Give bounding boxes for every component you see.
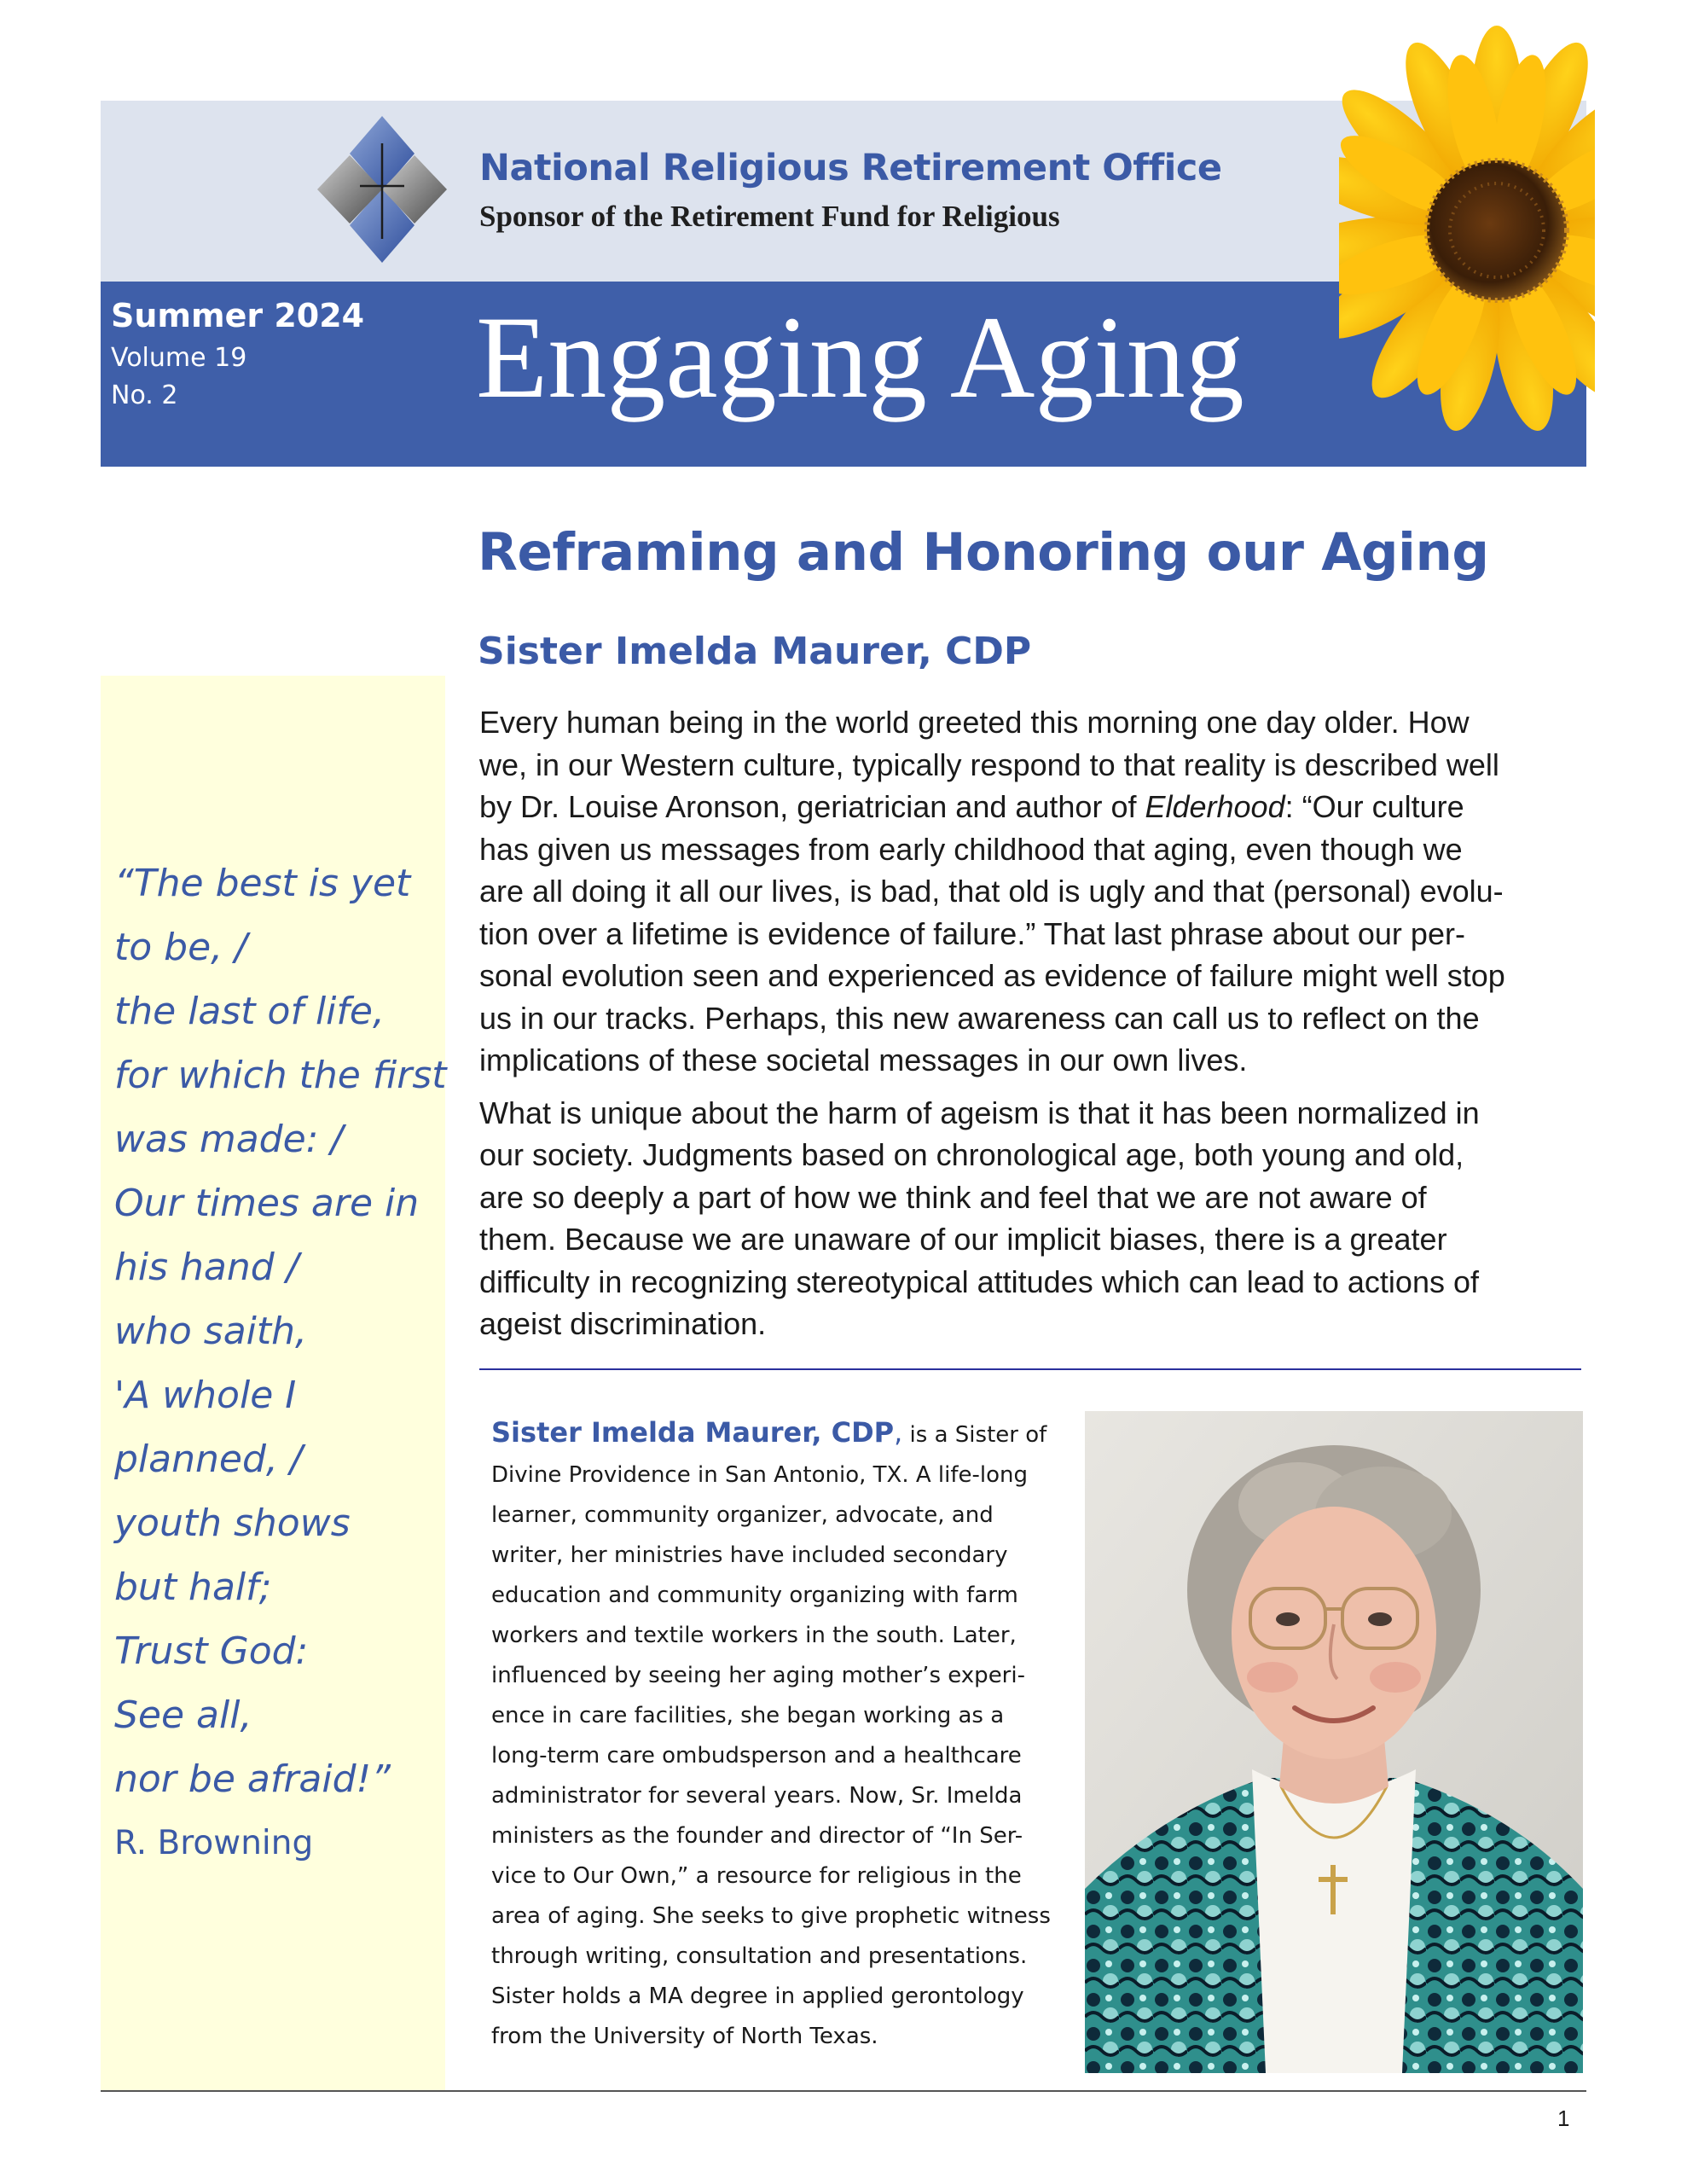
quote-line: to be, / [114, 926, 247, 969]
bio-line [491, 1413, 1080, 1455]
bio-line: learner, community organizer, advocate, and [491, 1502, 994, 1528]
sunflower-image [1339, 0, 1595, 478]
body-line: What is unique about the harm of ageism is that it has been normalized in [479, 1095, 1480, 1130]
body-line: tion over a lifetime is evidence of failure.” That last phrase about our per- [479, 915, 1465, 951]
bio-fragment: is a Sister of [902, 1422, 1047, 1448]
body-line: Every human being in the world greeted this morning one day older. How [479, 705, 1470, 740]
bio-line: education and community organizing with farm [491, 1583, 1018, 1608]
bio-line: Sister holds a MA degree in applied gerontology [491, 1984, 1024, 2009]
bio-line: administrator for several years. Now, Sr. Imelda [491, 1783, 1023, 1809]
quote-line: his hand / [114, 1246, 299, 1289]
quote-line: See all, [114, 1693, 252, 1737]
body-line: we, in our Western culture, typically respond to that reality is described well [479, 746, 1499, 782]
body-line: implications of these societal messages in our own lives. [479, 1043, 1248, 1077]
body-line: are all doing it all our lives, is bad, that old is ugly and that (personal) evolu- [479, 874, 1504, 909]
body-line: them. Because we are unaware of our implicit biases, there is a greater [479, 1222, 1447, 1257]
author-bio [491, 1413, 1080, 2057]
bio-name: Sister Imelda Maurer, CDP [491, 1416, 895, 1449]
footer-rule [101, 2090, 1586, 2092]
paragraph-1 [479, 701, 1588, 1082]
diamond-cross-logo-icon [316, 114, 449, 264]
bio-line: Divine Providence in San Antonio, TX. A life-long [491, 1462, 1029, 1488]
bio-line: area of aging. She seeks to give prophetic witness [491, 1903, 1051, 1929]
bio-line: through writing, consultation and presentations. [491, 1943, 1028, 1969]
body-line: has given us messages from early childhood that aging, even though we [479, 831, 1463, 867]
quote-line: planned, / [114, 1438, 303, 1481]
section-divider [479, 1368, 1581, 1370]
article-body [479, 701, 1588, 1356]
bio-line: writer, her ministries have included secondary [491, 1542, 1008, 1568]
author-photo [1085, 1411, 1583, 2073]
quote-text [114, 851, 447, 1811]
bio-line: long-term care ombudsperson and a healthcare [491, 1743, 1022, 1769]
issue-season: Summer 2024 [111, 297, 365, 334]
quote-line: but half; [114, 1565, 272, 1609]
paragraph-2 [479, 1092, 1588, 1345]
body-line: our society. Judgments based on chronological age, both young and old, [479, 1137, 1464, 1172]
body-line: are so deeply a part of how we think and feel that we are not aware of [479, 1179, 1427, 1215]
body-line: ageist discrimination. [479, 1306, 767, 1341]
quote-line: nor be afraid!” [114, 1757, 391, 1801]
quote-line: youth shows [114, 1502, 351, 1545]
quote-line: the last of life, [114, 990, 385, 1033]
bio-line: workers and textile workers in the south. Later, [491, 1623, 1017, 1648]
body-line: sonal evolution seen and experienced as evidence of failure might well stop [479, 958, 1505, 993]
bio-line: from the University of North Texas. [491, 2024, 878, 2049]
quote-line: who saith, [114, 1310, 308, 1353]
page-number: 1 [1557, 2106, 1570, 2131]
issue-number: No. 2 [111, 380, 178, 410]
body-line: difficulty in recognizing stereotypical attitudes which can lead to actions of [479, 1263, 1479, 1299]
quote-line: Trust God: [114, 1629, 309, 1673]
org-subtitle: Sponsor of the Retirement Fund for Religious [479, 200, 1060, 233]
body-fragment: by Dr. Louise Aronson, geriatrician and author of [479, 789, 1145, 824]
masthead-title: Engaging Aging [476, 292, 1244, 422]
article-author: Sister Imelda Maurer, CDP [478, 630, 1032, 673]
quote-line: for which the first [114, 1054, 447, 1097]
quote-line: “The best is yet [114, 862, 411, 905]
issue-volume: Volume 19 [111, 343, 247, 373]
org-name: National Religious Retirement Office [479, 147, 1222, 189]
article-title: Reframing and Honoring our Aging [478, 522, 1489, 583]
body-fragment: : “Our culture [1284, 789, 1464, 824]
bio-line: influenced by seeing her aging mother’s experi- [491, 1663, 1025, 1688]
quote-line: Our times are in [114, 1182, 420, 1225]
quote-attribution: R. Browning [114, 1824, 314, 1862]
quote-line: 'A whole I [114, 1374, 297, 1417]
quote-line: was made: / [114, 1118, 344, 1161]
bio-name-punct: , [894, 1416, 903, 1449]
body-line [479, 786, 1588, 828]
bio-line: vice to Our Own,” a resource for religious in the [491, 1863, 1022, 1889]
bio-line: ministers as the founder and director of “In Ser- [491, 1823, 1023, 1849]
book-title: Elderhood [1145, 789, 1285, 824]
bio-line: ence in care facilities, she began working as a [491, 1703, 1005, 1728]
body-line: us in our tracks. Perhaps, this new awareness can call us to reflect on the [479, 1000, 1480, 1036]
